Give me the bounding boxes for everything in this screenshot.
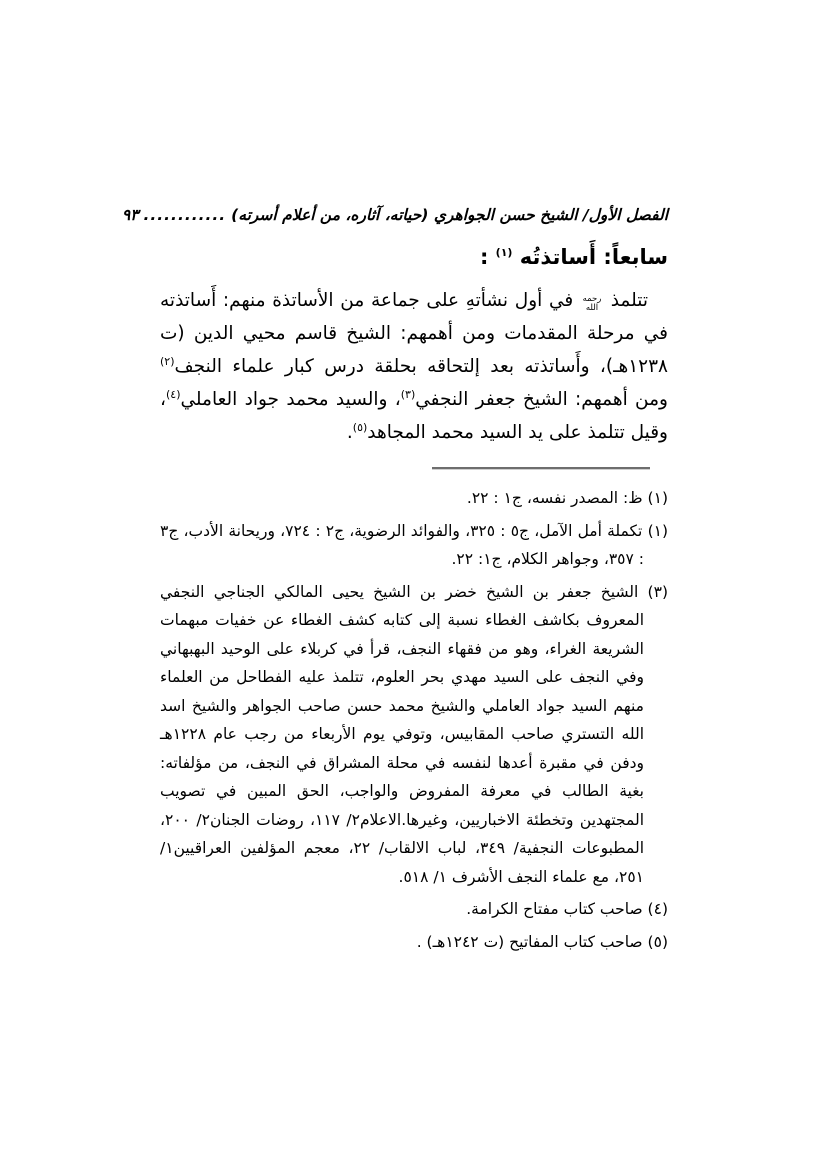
leader-dots: ............	[143, 206, 227, 224]
section-heading-colon: :	[479, 245, 489, 269]
footnote-1	[160, 484, 668, 513]
footnote-4	[160, 895, 668, 924]
running-head	[121, 206, 668, 224]
honorific-rahimahullah-icon	[580, 295, 604, 313]
footnote-text: صاحب كتاب مفتاح الكرامة.	[466, 900, 643, 918]
honorific-word-2: الله	[585, 303, 599, 313]
body-lead: تتلمذ	[610, 290, 648, 311]
footnote-marker: (٥)	[647, 932, 668, 951]
body-segment: ، والسيد محمد جواد العاملي	[180, 389, 401, 410]
running-head-title: الفصل الأول/ الشيخ حسن الجواهري (حياته، آثاره، من أعلام أسرته)	[231, 206, 668, 224]
section-heading-text: سابعاً: أَساتذتُه	[519, 245, 668, 269]
footnote-2	[160, 517, 668, 574]
section-heading	[160, 238, 668, 272]
footnote-marker: (٤)	[647, 900, 668, 918]
footnote-text: تكملة أمل الآمل، ج٥ : ٣٢٥، والفوائد الرضوية، ج٢ : ٧٢٤، وريحانة الأدب، ج٣ : ٣٥٧، وجواهر الكلام، ج١: ٢٢.	[160, 521, 644, 568]
footnote-ref-5: (٥)	[352, 420, 368, 434]
footnote-ref-4: (٤)	[165, 387, 181, 401]
page-number: ٩٣	[121, 206, 139, 224]
footnote-5	[160, 928, 668, 957]
footnote-text: ظ: المصدر نفسه، ج١ : ٢٢.	[466, 489, 643, 507]
footnote-ref-2: (٢)	[160, 354, 175, 368]
footnote-marker: (٣)	[647, 582, 668, 601]
body-segment: .	[346, 422, 353, 443]
footnote-marker: (١)	[647, 521, 669, 540]
section-heading-footnote-ref: (١)	[495, 246, 513, 259]
honorific-word-1: رحمه	[582, 294, 602, 305]
footnote-marker: (١)	[647, 489, 668, 507]
footnote-ref-3: (٣)	[400, 387, 416, 401]
body-paragraph	[160, 284, 668, 449]
body-segment: في أول نشأتهِ على جماعة من الأساتذة منهم: أَساتذته في مرحلة المقدمات ومن أهمهم: الشيخ قاسم محيي الدين (ت ١٢٣٨هـ)، وأَساتذته بعد إلتحاقه بحلقة درس كبار علماء النجف	[160, 290, 668, 377]
footnote-separator	[432, 467, 650, 470]
body-segment: ، وقيل تتلمذ على يد السيد محمد المجاهد	[160, 389, 668, 443]
body-segment: ومن أهمهم: الشيخ جعفر النجفي	[415, 389, 668, 410]
footnote-3	[160, 578, 668, 892]
footnotes-section	[160, 484, 668, 956]
footnote-text: الشيخ جعفر بن الشيخ خضر بن الشيخ يحيى المالكي الجناجي النجفي المعروف بكاشف الغطاء نسبة إلى كتابه كشف الغطاء عن خفيات مبهمات الشريعة الغراء، وهو من فقهاء النجف، قرأ في كربلاء على الوحيد البهبهاني وفي النجف على السيد مهدي بحر العلوم، تتلمذ عليه الفطاحل من العلماء منهم السيد جواد العاملي والشيخ محمد حسن صاحب الجواهر والشيخ اسد الله التستري صاحب المقابيس، وتوفي يوم الأربعاء من رجب عام ١٢٢٨هـ ودفن في مقبرة أعدها لنفسه في محلة المشراق في النجف، من مؤلفاته: بغية الطالب في معرفة المفروض والواجب، الحق المبين في تصويب المجتهدين وتخطئة الاخباريين، وغيرها.الاعلام٢/ ١١٧، روضات الجنان٢/ ٢٠٠، المطبوعات النجفية/ ٣٤٩، لباب الالقاب/ ٢٢، معجم المؤلفين العراقيين١/ ٢٥١، مع علماء النجف الأشرف ١/ ٥١٨.	[160, 582, 645, 886]
footnote-text: صاحب كتاب المفاتيح (ت ١٢٤٢هـ) .	[416, 932, 643, 951]
